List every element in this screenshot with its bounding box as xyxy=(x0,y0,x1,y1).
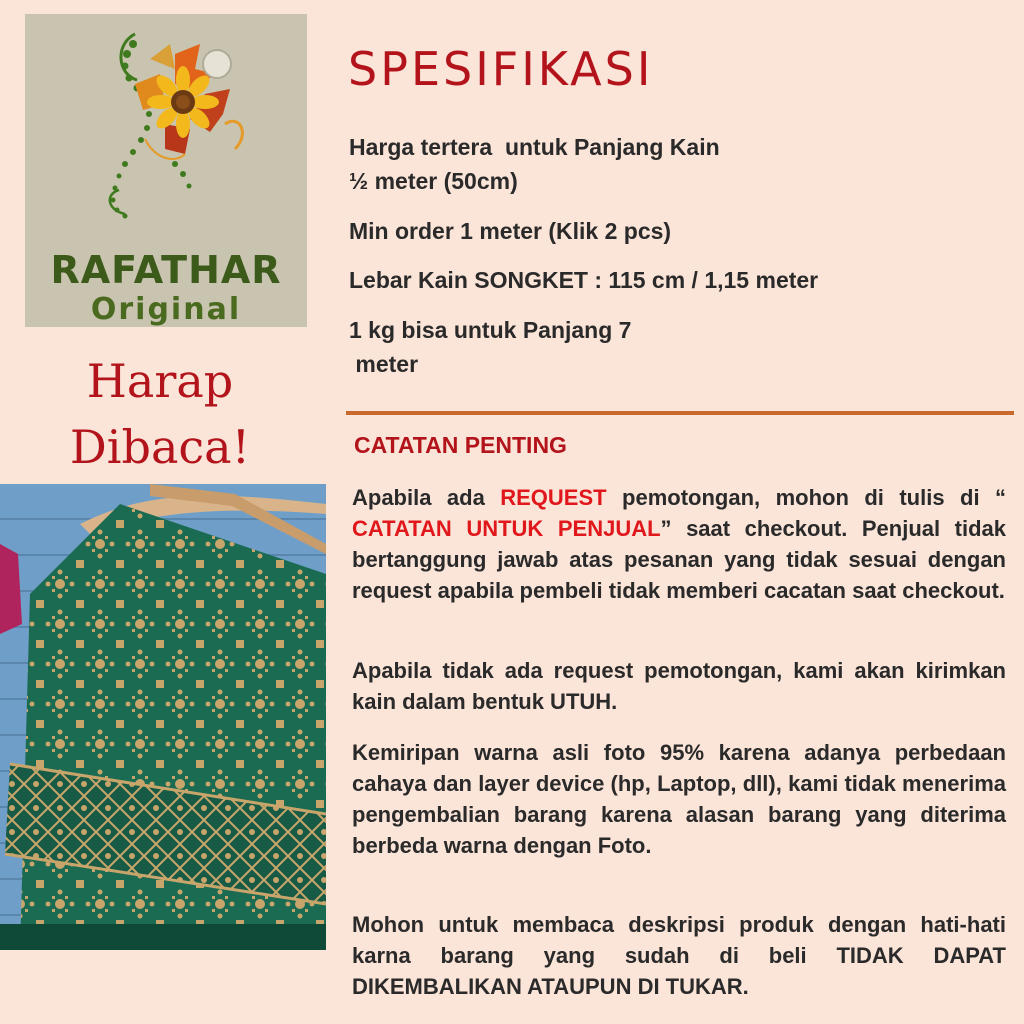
spec-width: Lebar Kain SONGKET : 115 cm / 1,15 meter xyxy=(349,267,819,293)
request-highlight: REQUEST xyxy=(500,485,607,510)
notes-title: CATATAN PENTING xyxy=(354,432,567,458)
seller-note-highlight: CATATAN UNTUK PENJUAL xyxy=(352,516,661,541)
note-paragraph-color: Kemiripan warna asli foto 95% karena adanya perbedaan cahaya dan layer device (hp, Laptop, dll), kami tidak menerima pengembalian barang karena alasan barang yang diterima berbeda warna dengan Foto. xyxy=(352,740,1006,858)
spec-weight-line-2: meter xyxy=(349,351,419,377)
note-paragraph-request xyxy=(352,482,1013,606)
spec-min-order: Min order 1 meter (Klik 2 pcs) xyxy=(349,218,672,244)
brand-subtitle: Original xyxy=(90,292,242,327)
note-text: pemotongan, mohon di tulis di “ xyxy=(606,485,1013,510)
note-text: ” saat checkout. Penjual tidak bertanggung jawab atas pesanan yang tidak sesuai dengan request apabila pembeli tidak memberi cacatan saat checkout. xyxy=(352,516,1006,603)
spec-price-line-2: ½ meter (50cm) xyxy=(349,168,518,194)
spec-weight-line-1: 1 kg bisa untuk Panjang 7 xyxy=(349,317,632,343)
notice-line-1: Harap xyxy=(86,354,234,408)
spec-weight xyxy=(349,313,989,381)
spec-price xyxy=(349,130,989,198)
songket-fabric-on-hanger-icon xyxy=(0,484,326,950)
spec-price-line-1: Harga tertera untuk Panjang Kain xyxy=(349,134,720,160)
product-photo xyxy=(0,484,326,950)
note-text: Apabila ada xyxy=(352,485,501,510)
sunflower-leaves-ornament-icon xyxy=(25,14,307,254)
spec-title: SPESIFIKASI xyxy=(348,42,654,96)
notice-line-2: Dibaca! xyxy=(69,420,251,474)
note-paragraph-whole-cloth: Apabila tidak ada request pemotongan, kami akan kirimkan kain dalam bentuk UTUH. xyxy=(352,658,1006,714)
brand-logo xyxy=(25,14,307,327)
notice-heading xyxy=(40,348,280,480)
note-paragraph-read-description: Mohon untuk membaca deskripsi produk dengan hati-hati karna barang yang sudah di beli TIDAK DAPAT DIKEMBALIKAN ATAUPUN DI TUKAR. xyxy=(352,912,1006,999)
brand-name: RAFATHAR xyxy=(50,248,282,292)
section-divider xyxy=(346,411,1014,415)
